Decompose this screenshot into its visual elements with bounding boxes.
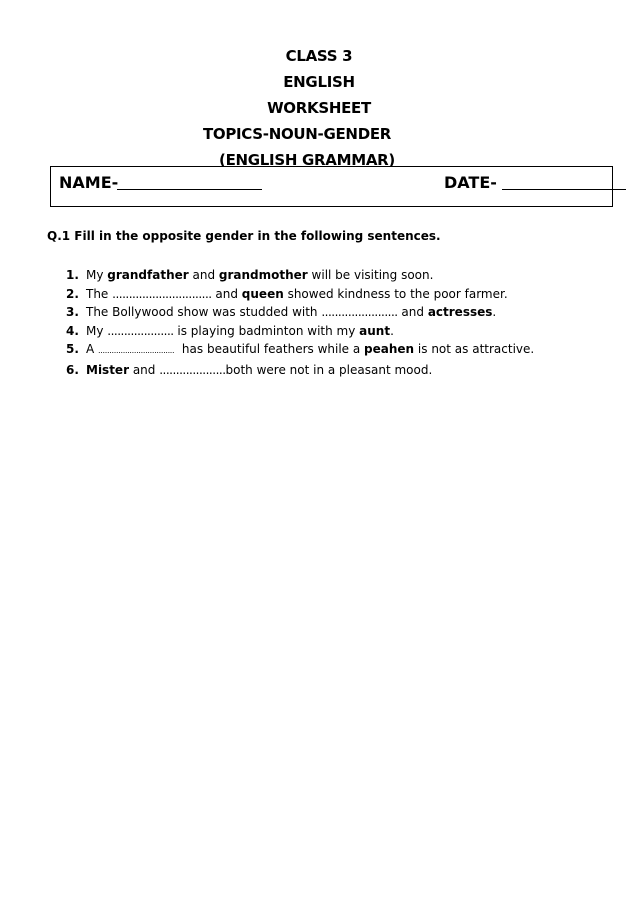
sentence-item-6	[66, 361, 534, 380]
item-text: .	[390, 323, 394, 338]
item-text: A	[86, 342, 99, 356]
date-label: DATE-	[444, 173, 497, 192]
worksheet-header	[0, 43, 638, 173]
item-text: is not as attractive.	[414, 342, 535, 356]
subject-heading: ENGLISH	[283, 73, 355, 91]
item-text: showed kindness to the poor farmer.	[283, 286, 508, 301]
given-noun: peahen	[364, 342, 415, 356]
sentence-item-5	[66, 340, 534, 361]
item-text: My	[86, 268, 108, 282]
sentence-item-2	[66, 285, 534, 304]
worksheet-heading: WORKSHEET	[267, 99, 371, 117]
item-text: and	[397, 305, 428, 319]
item-text: and	[129, 362, 160, 377]
answer-blank[interactable]: ..............................	[112, 286, 212, 301]
item-text: My	[86, 323, 108, 338]
item-text: is playing badminton with my	[173, 323, 360, 338]
given-noun: queen	[241, 286, 284, 301]
answer-blank[interactable]: ....................	[107, 323, 174, 338]
item-text: .	[492, 305, 497, 319]
item-text: both were not in a pleasant mood.	[225, 362, 433, 377]
item-number: 3.	[66, 305, 79, 319]
item-text: and	[188, 268, 219, 282]
answer-blank[interactable]: .......................	[321, 305, 398, 319]
item-text: will be visiting soon.	[307, 268, 434, 282]
item-text: The Bollywood show was studded with	[86, 305, 322, 319]
item-number: 5.	[66, 342, 79, 356]
question-title: Q.1 Fill in the opposite gender in the following sentences.	[47, 229, 441, 243]
item-text: has beautiful feathers while a	[174, 342, 365, 356]
answer-blank[interactable]: ..................................	[98, 346, 175, 355]
given-noun: grandfather	[107, 268, 189, 282]
sentence-item-4	[66, 322, 534, 341]
date-blank-line[interactable]	[502, 189, 626, 190]
item-number: 2.	[66, 286, 79, 301]
sentence-item-3	[66, 303, 534, 322]
topic-heading: TOPICS-NOUN-GENDER	[202, 125, 392, 143]
given-noun: aunt	[359, 323, 391, 338]
name-label: NAME-	[59, 173, 119, 192]
item-number: 4.	[66, 323, 79, 338]
student-info-box	[50, 166, 613, 207]
class-heading: CLASS 3	[285, 47, 353, 65]
sentence-list	[66, 266, 534, 379]
item-number: 6.	[66, 362, 79, 377]
given-noun: grandmother	[218, 268, 308, 282]
item-number: 1.	[66, 268, 79, 282]
sentence-item-1	[66, 266, 534, 285]
given-noun: actresses	[427, 305, 493, 319]
name-blank-line[interactable]	[117, 189, 262, 190]
item-text: and	[211, 286, 242, 301]
grammar-heading: (ENGLISH GRAMMAR)	[219, 151, 395, 169]
answer-blank[interactable]: ....................	[159, 362, 226, 377]
item-text: The	[86, 286, 113, 301]
given-noun: Mister	[86, 362, 129, 377]
